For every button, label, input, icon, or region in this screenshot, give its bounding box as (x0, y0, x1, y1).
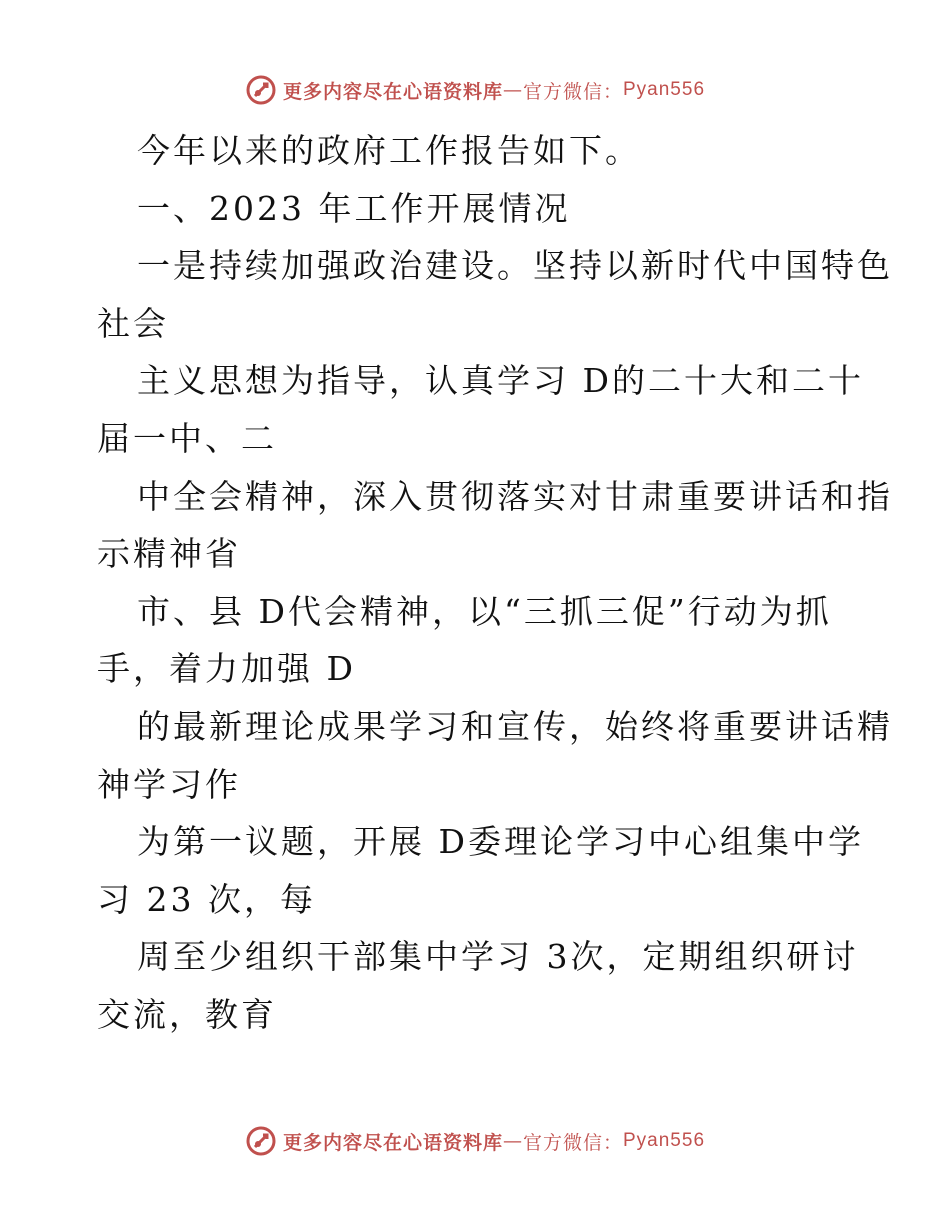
text-line: 为第一议题，开展 D委理论学习中心组集中学 (137, 822, 864, 862)
text-line: 手，着力加强 D (97, 649, 356, 689)
text-line: 一是持续加强政治建设。坚持以新时代中国特色 (137, 246, 893, 286)
text-line: 的最新理论成果学习和宣传，始终将重要讲话精 (137, 706, 893, 746)
text-line: 市、县 D代会精神，以“三抓三促”行动为抓 (137, 591, 832, 631)
watermark-main-text: 更多内容尽在心语资料库 (282, 1131, 503, 1154)
text-line: 周至少组织干部集中学习 3次，定期组织研讨 (137, 937, 859, 977)
watermark-main-text: 更多内容尽在心语资料库 (282, 80, 503, 103)
text-line: 届一中、二 (97, 418, 277, 458)
watermark-banner-top (0, 70, 950, 110)
text-line: 社会 (97, 303, 169, 343)
watermark-wechat-id: Pyan556 (623, 79, 706, 100)
watermark-banner-bottom (0, 1121, 950, 1161)
brand-logo-icon (245, 1125, 277, 1157)
text-line: 神学习作 (97, 764, 241, 804)
text-line: 示精神省 (97, 534, 241, 574)
watermark-wechat-label: 官方微信： (522, 80, 623, 103)
text-line: 交流，教育 (97, 994, 277, 1034)
watermark-wechat-label: 官方微信： (522, 1131, 623, 1154)
watermark-wechat-id: Pyan556 (623, 1130, 706, 1151)
text-line: 中全会精神，深入贯彻落实对甘肃重要讲话和指 (137, 476, 893, 516)
watermark-dash: — (502, 1130, 523, 1152)
text-line: 习 23 次，每 (97, 879, 316, 919)
watermark-dash: — (502, 79, 523, 101)
document-body (97, 122, 893, 1044)
section-heading: 一、2023 年工作开展情况 (137, 188, 571, 228)
text-line: 主义思想为指导，认真学习 D的二十大和二十 (137, 361, 864, 401)
text-line: 今年以来的政府工作报告如下。 (137, 131, 641, 170)
brand-logo-icon (245, 74, 277, 106)
